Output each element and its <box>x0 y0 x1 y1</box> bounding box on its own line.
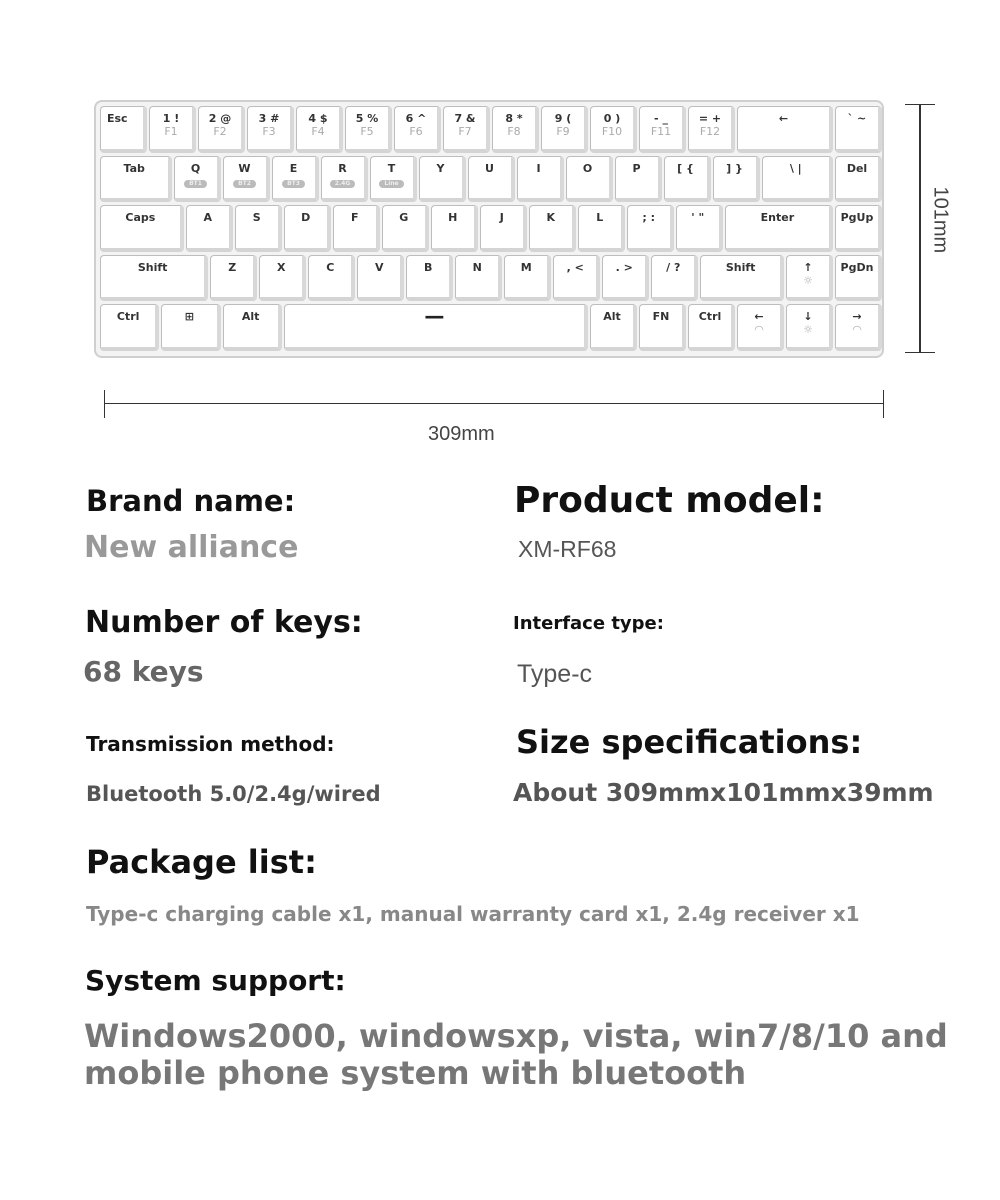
key-label: . > <box>615 260 633 274</box>
key-sublabel: F12 <box>699 125 721 138</box>
key-label: → <box>852 310 862 323</box>
key-label: ← <box>778 112 789 125</box>
key-1-12 <box>713 156 760 203</box>
key-label: N <box>472 260 482 274</box>
key-2-7 <box>480 205 527 252</box>
key-label: Esc <box>107 112 128 125</box>
key-1-1 <box>174 156 221 203</box>
key-sublabel: F4 <box>311 125 325 138</box>
key-sublabel: F7 <box>458 125 472 138</box>
key-label: 4 $ <box>308 112 328 125</box>
key-2-10 <box>627 205 674 252</box>
key-mode-badge: BT3 <box>282 180 305 188</box>
key-label: Alt <box>603 310 621 323</box>
key-3-10 <box>651 255 698 302</box>
key-0-2 <box>198 106 245 153</box>
key-sublabel: F1 <box>164 125 178 138</box>
key-label: ] } <box>726 161 743 175</box>
keyboard-illustration <box>94 100 884 358</box>
key-label: Tab <box>123 161 145 175</box>
interface-label: Interface type: <box>513 613 664 634</box>
key-label: ↑ <box>803 260 813 274</box>
key-0-11 <box>639 106 686 153</box>
key-0-8 <box>492 106 539 153</box>
key-3-2 <box>259 255 306 302</box>
key-sublabel: F5 <box>360 125 374 138</box>
key-label: L <box>596 211 604 224</box>
key-0-3 <box>247 106 294 153</box>
key-4-7 <box>737 304 784 351</box>
key-label: Ctrl <box>698 310 722 323</box>
height-dimension-tick <box>905 352 935 353</box>
transmission-value: Bluetooth 5.0/2.4g/wired <box>86 782 381 806</box>
key-sublabel: F8 <box>507 125 521 138</box>
key-label: Q <box>190 161 201 175</box>
key-label: 1 ! <box>162 112 180 125</box>
interface-value: Type-c <box>517 660 593 688</box>
key-3-4 <box>357 255 404 302</box>
key-label: T <box>387 161 396 175</box>
key-4-8 <box>786 304 833 351</box>
key-0-9 <box>541 106 588 153</box>
key-2-11 <box>676 205 723 252</box>
key-3-3 <box>308 255 355 302</box>
key-4-2 <box>223 304 282 351</box>
key-sublabel: F2 <box>213 125 227 138</box>
key-0-7 <box>443 106 490 153</box>
key-0-12 <box>688 106 735 153</box>
key-label: FN <box>652 310 670 323</box>
key-2-3 <box>284 205 331 252</box>
key-3-8 <box>553 255 600 302</box>
key-1-3 <box>272 156 319 203</box>
height-label: 101mm <box>929 186 952 254</box>
key-1-6 <box>419 156 466 203</box>
key-3-11 <box>700 255 784 302</box>
height-dimension-tick <box>905 104 935 105</box>
key-3-12 <box>786 255 833 302</box>
key-label: ← <box>754 310 764 323</box>
key-label: O <box>582 161 593 175</box>
key-label: PgUp <box>840 211 874 224</box>
key-0-4 <box>296 106 343 153</box>
package-label: Package list: <box>86 843 317 881</box>
key-sublabel: F10 <box>601 125 623 138</box>
key-3-9 <box>602 255 649 302</box>
width-dimension-tick <box>883 390 884 418</box>
key-0-0 <box>100 106 147 153</box>
key-2-6 <box>431 205 478 252</box>
key-0-13 <box>737 106 833 153</box>
key-label: = + <box>698 112 722 125</box>
key-4-4 <box>590 304 637 351</box>
transmission-label: Transmission method: <box>86 732 335 756</box>
key-label: 7 & <box>454 112 476 125</box>
key-2-5 <box>382 205 429 252</box>
key-label: ⊞ <box>184 310 194 323</box>
model-label: Product model: <box>514 480 825 521</box>
key-label: ' " <box>691 211 705 224</box>
key-sublabel: ☼ <box>803 323 813 336</box>
key-2-12 <box>725 205 833 252</box>
key-1-10 <box>615 156 662 203</box>
key-sublabel: F9 <box>556 125 570 138</box>
key-label: \ | <box>789 161 802 175</box>
key-3-6 <box>455 255 502 302</box>
key-label: P <box>632 161 641 175</box>
keys-label: Number of keys: <box>85 605 363 640</box>
key-label: 3 # <box>258 112 280 125</box>
key-sublabel: F11 <box>650 125 672 138</box>
key-1-14 <box>835 156 882 203</box>
key-label: Caps <box>125 211 156 224</box>
key-label: 5 % <box>355 112 379 125</box>
key-0-10 <box>590 106 637 153</box>
key-3-1 <box>210 255 257 302</box>
key-1-9 <box>566 156 613 203</box>
key-3-0 <box>100 255 208 302</box>
key-mode-badge: Line <box>379 180 403 188</box>
key-2-8 <box>529 205 576 252</box>
key-label: 2 @ <box>208 112 232 125</box>
width-dimension-tick <box>104 390 105 418</box>
key-4-5 <box>639 304 686 351</box>
key-2-4 <box>333 205 380 252</box>
key-label: A <box>203 211 212 224</box>
key-sublabel: ☼ <box>803 273 813 287</box>
key-mode-badge: 2.4G <box>330 180 356 188</box>
key-label: F <box>350 211 359 224</box>
key-label: 0 ) <box>603 112 621 125</box>
key-label: V <box>374 260 384 274</box>
key-4-1 <box>161 304 220 351</box>
key-label: — <box>424 304 445 328</box>
key-1-4 <box>321 156 368 203</box>
key-3-7 <box>504 255 551 302</box>
key-1-7 <box>468 156 515 203</box>
key-2-1 <box>186 205 233 252</box>
key-label: / ? <box>666 260 681 274</box>
key-label: Alt <box>241 310 260 323</box>
key-4-3 <box>284 304 588 351</box>
key-0-14 <box>835 106 882 153</box>
key-label: - _ <box>654 112 668 125</box>
key-2-9 <box>578 205 625 252</box>
key-label: C <box>326 260 335 274</box>
key-label: Shift <box>137 260 168 274</box>
key-1-5 <box>370 156 417 203</box>
key-sublabel: ◠ <box>754 323 764 336</box>
key-label: [ { <box>677 161 694 175</box>
key-label: Z <box>228 260 237 274</box>
key-0-6 <box>394 106 441 153</box>
key-3-5 <box>406 255 453 302</box>
system-value-line1: Windows2000, windowsxp, vista, win7/8/10 and <box>84 1017 948 1055</box>
key-2-2 <box>235 205 282 252</box>
brand-label: Brand name: <box>86 484 296 518</box>
key-4-9 <box>835 304 882 351</box>
key-sublabel: F6 <box>409 125 423 138</box>
key-label: W <box>238 161 251 175</box>
system-label: System support: <box>85 964 346 997</box>
key-2-0 <box>100 205 184 252</box>
key-label: D <box>301 211 311 224</box>
model-value: XM-RF68 <box>518 536 617 562</box>
width-dimension-line <box>105 403 883 404</box>
key-label: ↓ <box>803 310 813 323</box>
key-label: 9 ( <box>554 112 572 125</box>
key-label: U <box>485 161 494 175</box>
key-1-11 <box>664 156 711 203</box>
key-label: B <box>424 260 433 274</box>
key-label: I <box>536 161 541 175</box>
key-4-0 <box>100 304 159 351</box>
system-value-line2: mobile phone system with bluetooth <box>84 1054 747 1092</box>
key-mode-badge: BT2 <box>233 180 256 188</box>
key-label: R <box>338 161 347 175</box>
key-label: Y <box>436 161 445 175</box>
key-1-8 <box>517 156 564 203</box>
key-label: M <box>520 260 532 274</box>
key-label: Del <box>846 161 868 175</box>
key-label: K <box>546 211 556 224</box>
key-3-13 <box>835 255 882 302</box>
key-label: Enter <box>760 211 795 224</box>
key-2-13 <box>835 205 882 252</box>
package-value: Type-c charging cable x1, manual warranty card x1, 2.4g receiver x1 <box>86 902 860 926</box>
key-label: X <box>277 260 286 274</box>
key-label: 6 ^ <box>405 112 427 125</box>
key-0-5 <box>345 106 392 153</box>
size-label: Size specifications: <box>516 723 863 761</box>
height-dimension-line <box>919 105 921 353</box>
key-sublabel: ◠ <box>852 323 862 336</box>
key-1-2 <box>223 156 270 203</box>
key-label: 8 * <box>505 112 523 125</box>
keys-value: 68 keys <box>83 655 204 688</box>
key-label: E <box>289 161 298 175</box>
key-1-13 <box>762 156 834 203</box>
key-label: Shift <box>725 260 756 274</box>
width-label: 309mm <box>428 423 495 445</box>
key-4-6 <box>688 304 735 351</box>
key-1-0 <box>100 156 172 203</box>
brand-value: New alliance <box>84 530 299 565</box>
key-label: Ctrl <box>116 310 140 323</box>
key-label: PgDn <box>840 260 874 274</box>
key-sublabel: F3 <box>262 125 276 138</box>
size-value: About 309mmx101mmx39mm <box>513 778 934 807</box>
key-label: , < <box>566 260 584 274</box>
key-label: J <box>499 211 504 224</box>
key-0-1 <box>149 106 196 153</box>
key-label: G <box>399 211 409 224</box>
key-label: ; : <box>642 211 656 224</box>
key-label: ` ~ <box>847 112 867 125</box>
key-mode-badge: BT1 <box>184 180 207 188</box>
key-label: S <box>252 211 261 224</box>
key-label: H <box>448 211 458 224</box>
